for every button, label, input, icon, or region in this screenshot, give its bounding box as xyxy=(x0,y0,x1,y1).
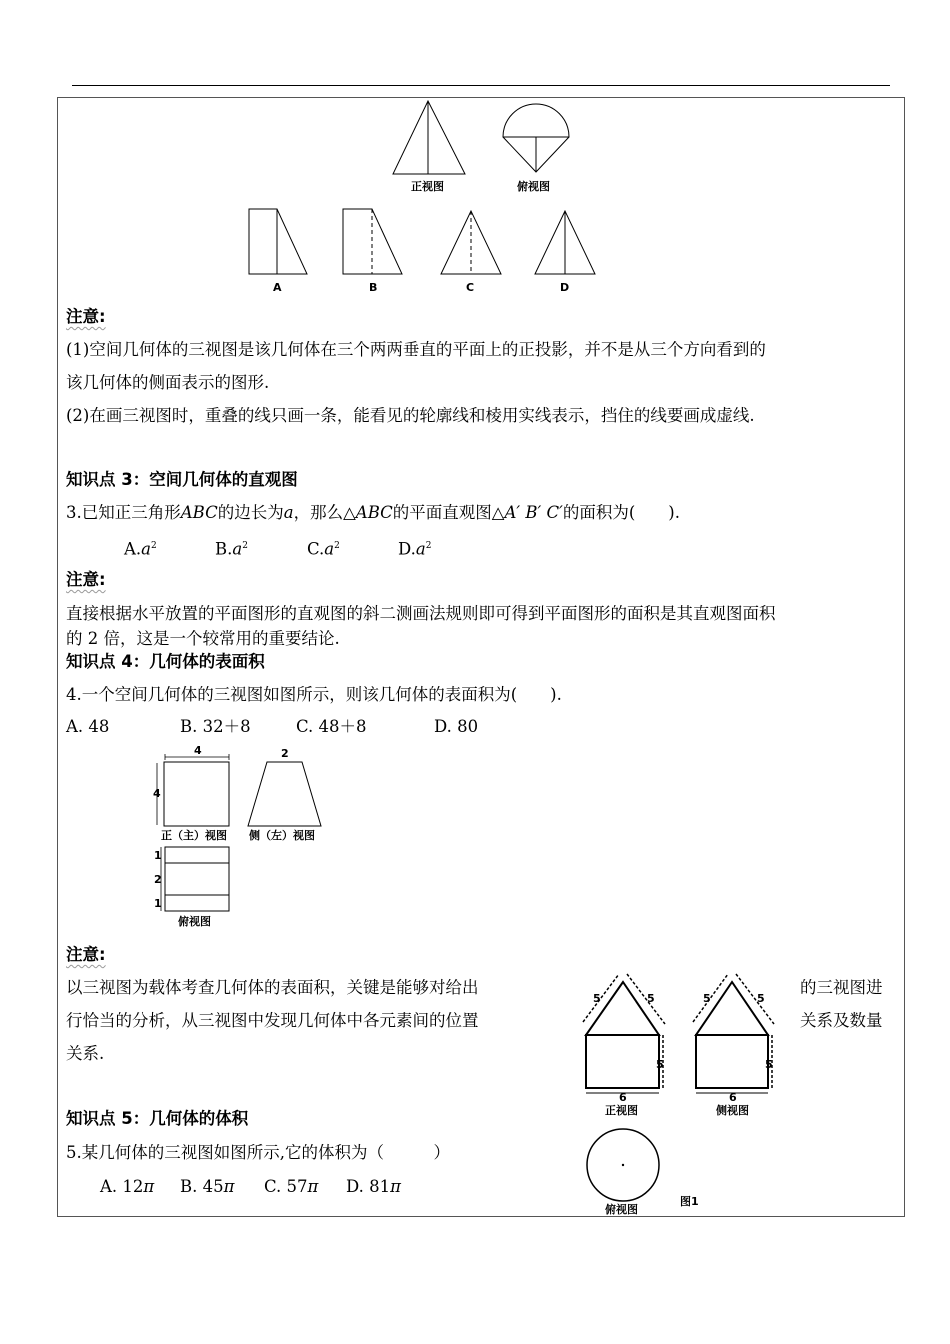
k5-side-label: 侧视图 xyxy=(716,1104,749,1117)
note3-title: 注意: xyxy=(66,945,106,964)
k3-title: 知识点 3：空间几何体的直观图 xyxy=(66,470,298,489)
k4-option-a: A. 48 xyxy=(66,717,110,736)
note1-p2: (2)在画三视图时，重叠的线只画一条，能看见的轮廓线和棱用实线表示，挡住的线要画成虚线. xyxy=(66,406,755,425)
k5-front-label: 正视图 xyxy=(605,1104,638,1117)
k4-front-label: 正（主）视图 xyxy=(161,829,227,842)
note1-p1-line1: (1)空间几何体的三视图是该几何体在三个两两垂直的平面上的正投影，并不是从三个方向看到的 xyxy=(66,340,766,359)
option-b-figure xyxy=(343,209,402,274)
k5-three-views-figure xyxy=(575,972,790,1222)
option-a-figure xyxy=(249,209,307,274)
side-width-dim: 6 xyxy=(729,1091,737,1104)
front-slant-dim-left: 5 xyxy=(593,992,601,1005)
k3-question: 3.已知正三角形ABC的边长为a，那么△ABC的平面直观图△A′ B′ C′的面积为( ). xyxy=(66,503,680,522)
note3-line1a: 以三视图为载体考查几何体的表面积，关键是能够对给出 xyxy=(66,978,479,997)
figure-three-views-top xyxy=(385,97,585,197)
option-d-figure xyxy=(535,211,595,274)
note2-line2: 的 2 倍，这是一个较常用的重要结论. xyxy=(66,629,340,648)
note3-line1b: 的三视图进 xyxy=(800,978,883,997)
top-dim-2: 2 xyxy=(154,873,162,886)
k3-option-d: $D.a^2$ xyxy=(398,539,432,559)
k4-title: 知识点 4：几何体的表面积 xyxy=(66,652,265,671)
front-width-dim: 4 xyxy=(194,744,202,757)
k5-question: 5.某几何体的三视图如图所示,它的体积为（ ） xyxy=(66,1143,450,1162)
side-slant-dim-left: 5 xyxy=(703,992,711,1005)
top-view-label: 俯视图 xyxy=(517,180,550,193)
k4-side-label: 侧（左）视图 xyxy=(249,829,315,842)
note1-p1-line2: 该几何体的侧面表示的图形. xyxy=(66,373,270,392)
k4-option-d: D. 80 xyxy=(434,717,479,736)
note3-line2b: 关系及数量 xyxy=(800,1011,883,1030)
option-a-label: A xyxy=(273,281,282,294)
note1-title: 注意: xyxy=(66,307,106,326)
k3-option-a: $A.a^2$ xyxy=(124,539,157,559)
note2-line1: 直接根据水平放置的平面图形的直观图的斜二测画法规则即可得到平面图形的面积是其直观图面积 xyxy=(66,604,776,623)
top-dim-1b: 1 xyxy=(154,897,162,910)
front-slant-dim-right: 5 xyxy=(647,992,655,1005)
note2-title: 注意: xyxy=(66,570,106,589)
option-b-label: B xyxy=(369,281,378,294)
side-slant-dim-right: 5 xyxy=(757,992,765,1005)
figure-options-abcd xyxy=(240,205,610,300)
front-width-dim: 6 xyxy=(619,1091,627,1104)
side-height-dim: 5 xyxy=(765,1058,773,1071)
k3-option-c: $C.a^2$ xyxy=(307,539,340,559)
option-c-label: C xyxy=(466,281,475,294)
k5-fig-label: 图1 xyxy=(680,1195,699,1208)
note3-line2a: 行恰当的分析，从三视图中发现几何体中各元素间的位置 xyxy=(66,1011,479,1030)
k4-option-b: B. 32＋8 xyxy=(180,717,251,736)
k5-title: 知识点 5：几何体的体积 xyxy=(66,1109,249,1128)
option-d-label: D xyxy=(560,281,570,294)
k4-three-views-figure xyxy=(145,745,345,935)
k5-option-d: D. 81π xyxy=(346,1177,401,1196)
k4-top-label: 俯视图 xyxy=(178,915,211,928)
k5-option-c: C. 57π xyxy=(264,1177,319,1196)
k5-option-b: B. 45π xyxy=(180,1177,235,1196)
k4-question: 4.一个空间几何体的三视图如图所示，则该几何体的表面积为( ). xyxy=(66,685,562,704)
side-top-dim: 2 xyxy=(281,747,289,760)
option-c-figure xyxy=(441,211,501,274)
k4-option-c: C. 48＋8 xyxy=(296,717,367,736)
front-height-dim: 5 xyxy=(656,1058,664,1071)
header-rule xyxy=(72,85,890,86)
k5-top-label: 俯视图 xyxy=(605,1203,638,1216)
note3-line3: 关系. xyxy=(66,1044,105,1063)
front-height-dim: 4 xyxy=(153,787,161,800)
k5-option-a: A. 12π xyxy=(100,1177,155,1196)
front-view-label: 正视图 xyxy=(411,180,444,193)
k3-option-b: $B.a^2$ xyxy=(215,539,248,559)
top-dim-1a: 1 xyxy=(154,849,162,862)
